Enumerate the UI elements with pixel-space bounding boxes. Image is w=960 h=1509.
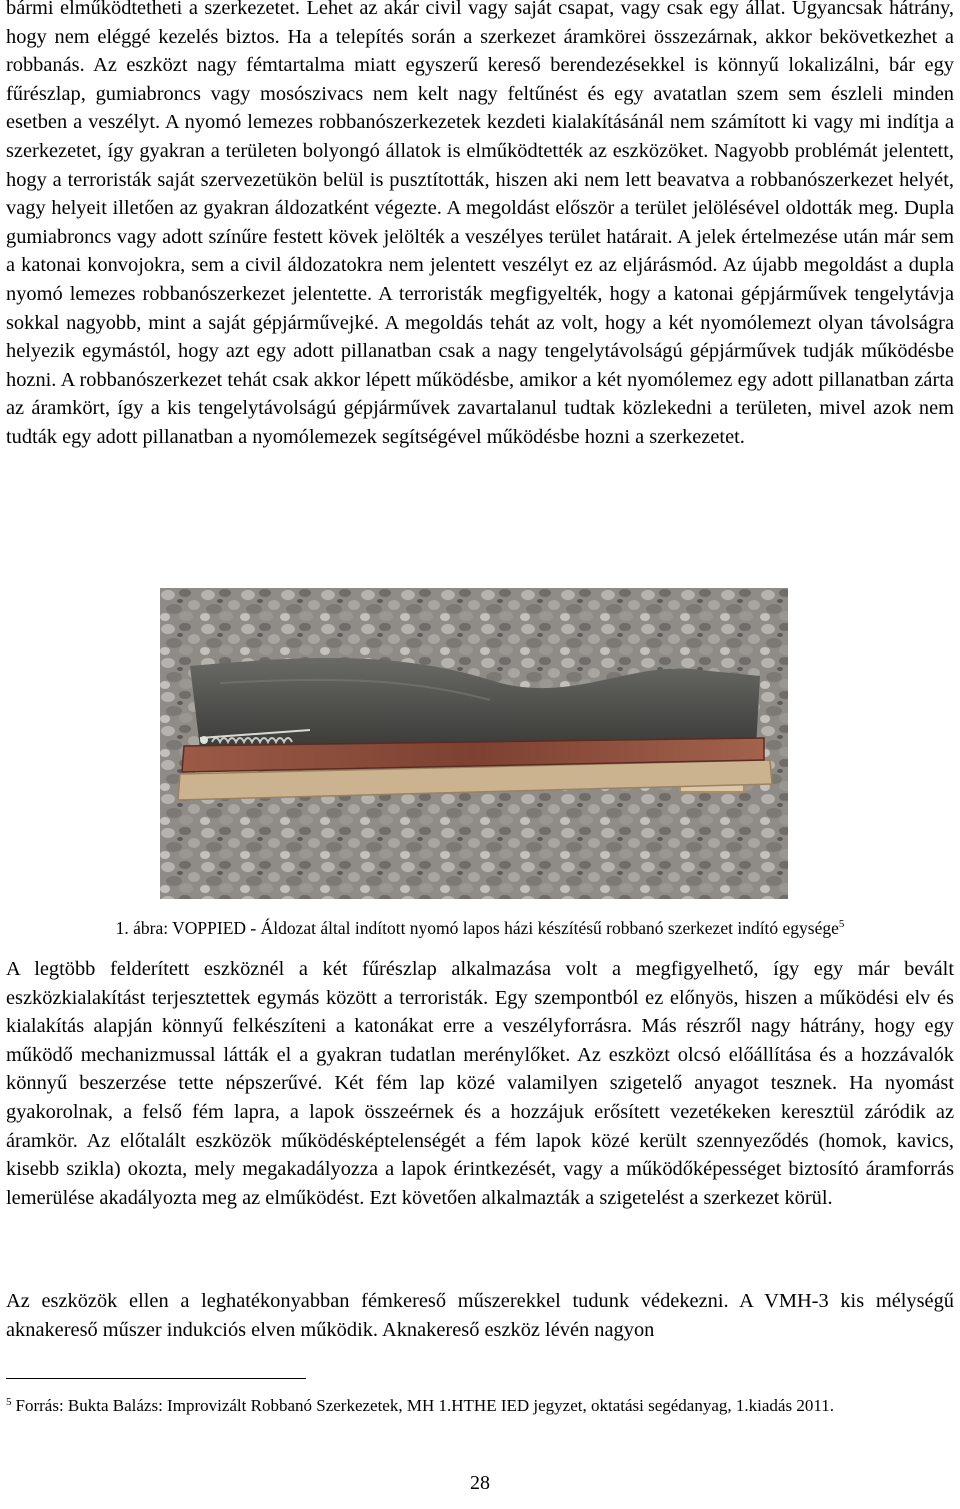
page-number: 28 <box>470 1472 490 1494</box>
figure-photo <box>160 588 788 899</box>
footnote-divider <box>6 1378 306 1379</box>
figure-caption <box>0 913 960 939</box>
footnote-text: Forrás: Bukta Balázs: Improvizált Robbanó Szerkezetek, MH 1.HTHE IED jegyzet, oktatási segédanyag, 1.kiadás 2011. <box>15 1396 834 1415</box>
body-paragraph-3: Az eszközök ellen a leghatékonyabban fémkereső műszerekkel tudunk védekezni. A VMH-3 kis mélységű aknakereső műszer indukciós elven működik. Aknakereső eszköz lévén nagyon <box>6 1290 954 1341</box>
pressure-plate-photo <box>160 588 788 899</box>
footnote-number: 5 <box>6 1396 12 1408</box>
footnote-reference: 5 <box>838 918 845 930</box>
figure-caption-text: 1. ábra: VOPPIED - Áldozat által indított nyomó lapos házi készítésű robbanó szerkezet indító egysége <box>115 918 839 938</box>
body-paragraph-2: A legtöbb felderített eszköznél a két fűrészlap alkalmazása volt a megfigyelhető, így egy már bevált eszközkialakítást terjesztettek egymás között a terroristák. Egy szempontból ez előnyös, hiszen a működési elv és kialakítás alapján könnyű felkészíteni a katonákat erre a veszélyforrásra. Más részről nagy hátrány, hogy egy működő mechanizmussal látták el a gyakran tudatlan merénylőket. Az eszközt olcsó előállítása és a hozzávalók könnyű beszerzése tette népszerűvé. Két fém lap közé valamilyen szigetelő anyagot tesznek. Ha nyomást gyakorolnak, a felső fém lapra, a lapok összeérnek és a hozzájuk erősített vezetékeken keresztül záródik az áramkör. Az előtalált eszközök működésképtelenségét a fém lapok közé került szennyeződés (homok, kavics, kisebb szikla) okozta, mely megakadályozza a lapok érintkezését, vagy a működőképességet biztosító áramforrás lemerülése akadályozta meg az elműködést. Ezt követően alkalmazták a szigetelést a szerkezet körül. <box>6 958 954 1209</box>
footnote <box>6 1390 920 1418</box>
body-paragraph-1: bármi elműködtetheti a szerkezetet. Lehet az akár civil vagy saját csapat, vagy csak egy állat. Ugyancsak hátrány, hogy nem eléggé kezelés biztos. Ha a telepítés során a szerkezet áramkörei összezárnak, akkor bekövetkezhet a robbanás. Az eszközt nagy fémtartalma miatt egyszerű kereső berendezésekkel is könnyű lokalizálni, bár egy fűrészlap, gumiabroncs vagy mosószivacs nem kelt nagy feltűnést és egy avatatlan szem sem észleli minden esetben a veszélyt. A nyomó lemezes robbanószerkezetek kezdeti kialakításánál nem számított ki vagy mi indítja a szerkezetet, így gyakran a területen bolyongó állatok is elműködtették az eszközöket. Nagyobb problémát jelentett, hogy a terroristák saját szervezetükön belül is pusztították, hiszen aki nem lett beavatva a robbanószerkezet helyét, vagy helyeit illetően az gyakran áldozatként végezte. A megoldást először a terület jelölésével oldották meg. Dupla gumiabroncs vagy adott színűre festett kövek jelölték a veszélyes terület határait. A jelek értelmezése után már sem a katonai konvojokra, sem a civil áldozatokra nem jelentett veszélyt ez az eljárásmód. Az újabb megoldást a dupla nyomó lemezes robbanószerkezet jelentette. A terroristák megfigyelték, hogy a katonai gépjárművek tengelytávja sokkal nagyobb, mint a saját gépjárművejké. A megoldás tehát az volt, hogy a két nyomólemezt olyan távolságra helyezik egymástól, hogy azt egy adott pillanatban csak a nagy tengelytávolságú gépjárművek tudják működésbe hozni. A robbanószerkezet tehát csak akkor lépett működésbe, amikor a két nyomólemez egy adott pillanatban zárta az áramkört, így a kis tengelytávolságú gépjárművek zavartalanul tudtak közlekedni a területen, mivel azok nem tudták egy adott pillanatban a nyomólemezek segítségével működésbe hozni a szerkezetet. <box>6 0 954 448</box>
